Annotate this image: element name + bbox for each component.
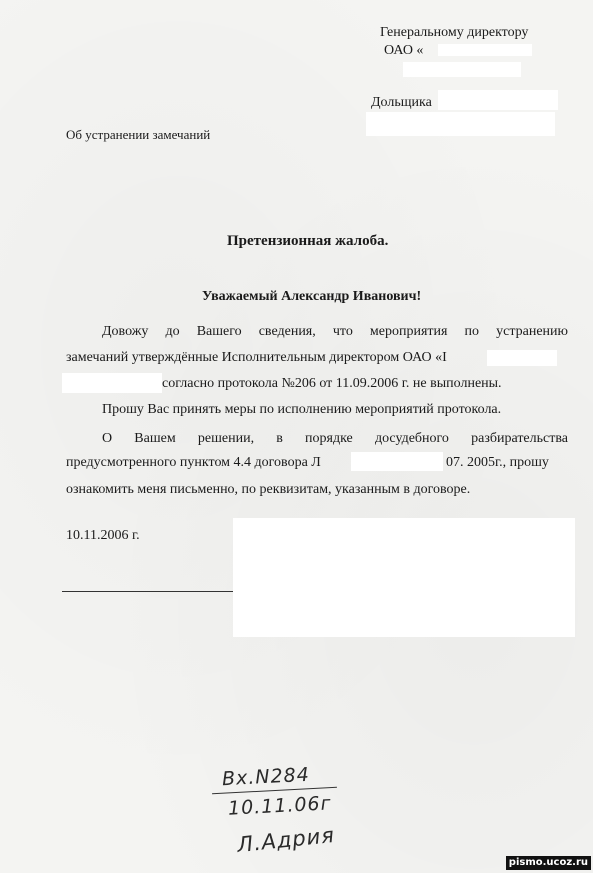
paragraph-3-line-2a: предусмотренного пунктом 4.4 договора Л (66, 455, 321, 470)
paragraph-1-line-1: Довожу до Вашего сведения, что мероприятия по устранению (102, 324, 568, 339)
handwritten-signature: Л.Адрия (236, 822, 336, 858)
paragraph-3-line-1: О Вашем решении, в порядке досудебного разбирательства (102, 431, 568, 446)
redaction-sender-details (366, 112, 555, 136)
handwritten-reg-number: Вх.N284 (221, 763, 311, 791)
paragraph-1-line-3: согласно протокола №206 от 11.09.2006 г. не выполнены. (162, 376, 502, 391)
paragraph-1-line-2-text: замечаний утверждённые Исполнительным директором ОАО «I (66, 350, 447, 365)
document-date: 10.11.2006 г. (66, 528, 140, 543)
redaction-executive-name (62, 373, 162, 393)
redaction-signature-block (233, 518, 575, 637)
document-title: Претензионная жалоба. (227, 233, 389, 249)
subject-line: Об устранении замечаний (66, 127, 211, 142)
paragraph-3-line-3: ознакомить меня письменно, по реквизитам, указанным в договоре. (66, 482, 471, 497)
sender-label: Дольщика (371, 95, 432, 110)
paragraph-3-line-2b: 07. 2005г., прошу (446, 455, 549, 470)
site-watermark: pismo.ucoz.ru (506, 856, 591, 870)
redaction-contract-number (351, 452, 443, 471)
paragraph-1-line-2 (66, 349, 524, 366)
redaction-sender-name (438, 90, 558, 110)
greeting: Уважаемый Александр Иванович! (202, 289, 422, 304)
addressee-org-prefix: ОАО « (384, 43, 424, 58)
handwritten-reg-date: 10.11.06г (227, 792, 333, 820)
redaction-org-name (438, 44, 532, 56)
signature-line (62, 591, 234, 592)
redaction-director-name (403, 62, 521, 77)
paragraph-2: Прошу Вас принять меры по исполнению мероприятий протокола. (102, 402, 502, 417)
redaction-org-name-2 (487, 350, 557, 366)
addressee-line1: Генеральному директору (380, 25, 529, 40)
